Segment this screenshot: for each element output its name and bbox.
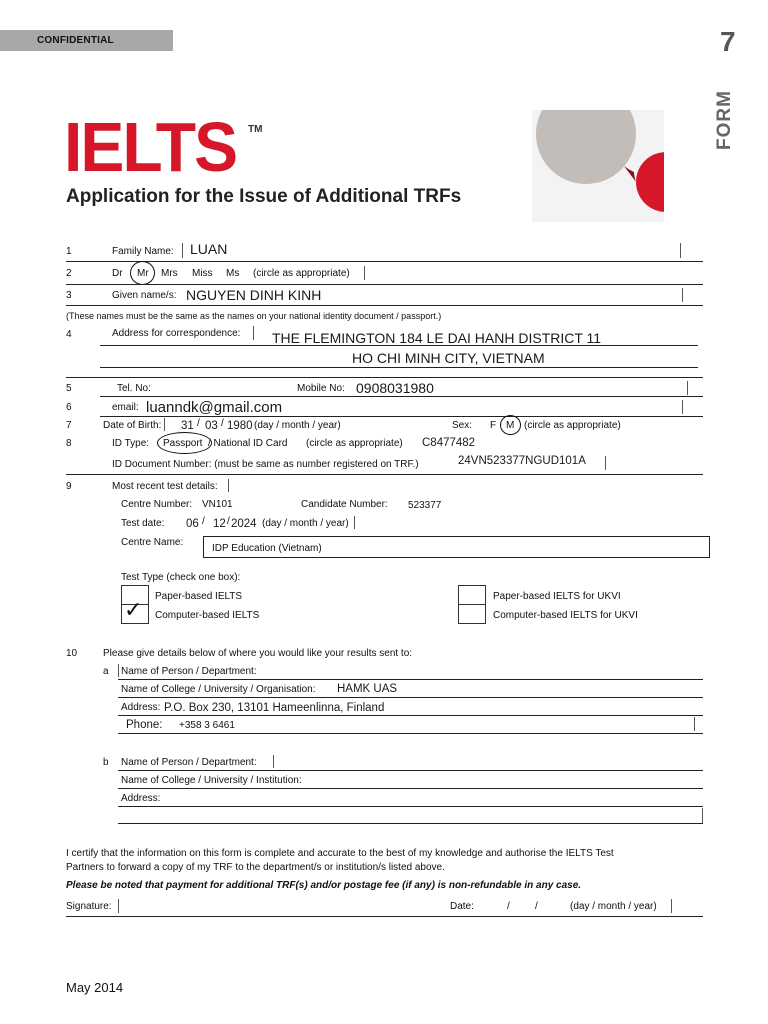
id-document-value[interactable]: 24VN523377NGUD101A xyxy=(458,455,586,467)
date-slash-1: / xyxy=(507,901,510,912)
id-type-national[interactable]: / National ID Card xyxy=(208,438,288,449)
test-date-format: (day / month / year) xyxy=(262,518,349,529)
recent-test-label: Most recent test details: xyxy=(112,481,218,492)
certify-line-1: I certify that the information on this form is complete and accurate to the best of my knowledge and authorise the IELTS Test xyxy=(66,848,614,859)
a-college-label: Name of College / University / Organisation: xyxy=(121,684,316,695)
row-number-10: 10 xyxy=(66,648,78,659)
footer-date: May 2014 xyxy=(66,980,124,995)
sex-male[interactable]: M xyxy=(506,420,515,431)
dob-year[interactable]: 1980 xyxy=(227,420,253,432)
family-name-label: Family Name: xyxy=(112,246,174,257)
mobile-label: Mobile No: xyxy=(297,383,345,394)
test-type-computer-ukvi: Computer-based IELTS for UKVI xyxy=(493,610,638,621)
form-label: FORM xyxy=(714,90,735,150)
b-college-label: Name of College / University / Institution: xyxy=(121,775,302,786)
test-month[interactable]: 12 xyxy=(213,518,226,530)
centre-name-label: Centre Name: xyxy=(121,537,184,548)
id-document-label: ID Document Number: (must be same as number registered on TRF.) xyxy=(112,459,419,470)
checkbox-computer-ukvi[interactable] xyxy=(458,604,486,624)
id-type-passport[interactable]: Passport xyxy=(163,438,203,449)
signature-label: Signature: xyxy=(66,901,112,912)
address-line-1[interactable]: THE FLEMINGTON 184 LE DAI HANH DISTRICT 11 xyxy=(272,330,602,346)
title-mrs[interactable]: Mrs xyxy=(161,268,178,279)
trademark-mark: TM xyxy=(248,124,263,135)
b-person-label: Name of Person / Department: xyxy=(121,757,257,768)
title-mr[interactable]: Mr xyxy=(137,268,149,279)
test-type-paper: Paper-based IELTS xyxy=(155,591,243,602)
test-date-label: Test date: xyxy=(121,518,165,529)
email-label: email: xyxy=(112,402,139,413)
given-names-label: Given name/s: xyxy=(112,290,177,301)
names-note: (These names must be the same as the names on your national identity document / passport.) xyxy=(66,311,442,321)
title-miss[interactable]: Miss xyxy=(192,268,213,279)
row-number-2: 2 xyxy=(66,268,72,279)
id-number-handwritten[interactable]: C8477482 xyxy=(422,437,476,449)
centre-name-value: IDP Education (Vietnam) xyxy=(212,543,322,554)
a-person-label: Name of Person / Department: xyxy=(121,666,257,677)
family-name-value[interactable]: LUAN xyxy=(190,241,228,257)
dob-format: (day / month / year) xyxy=(254,420,341,431)
row-number-1: 1 xyxy=(66,246,72,257)
sex-female[interactable]: F xyxy=(490,420,497,431)
test-type-computer: Computer-based IELTS xyxy=(155,610,260,621)
payment-note: Please be noted that payment for additional TRF(s) and/or postage fee (if any) is non-refundable in any case. xyxy=(66,880,582,891)
dob-label: Date of Birth: xyxy=(103,420,162,431)
sex-selection-circle xyxy=(500,415,521,435)
test-type-paper-ukvi: Paper-based IELTS for UKVI xyxy=(493,591,621,602)
title-note: (circle as appropriate) xyxy=(253,268,350,279)
checkbox-paper-ukvi[interactable] xyxy=(458,585,486,605)
row-number-6: 6 xyxy=(66,402,72,413)
dob-day[interactable]: 31 xyxy=(181,420,194,432)
centre-number-label: Centre Number: xyxy=(121,499,193,510)
given-names-value[interactable]: NGUYEN DINH KINH xyxy=(186,287,322,303)
sex-label: Sex: xyxy=(452,420,473,431)
candidate-number-label: Candidate Number: xyxy=(301,499,388,510)
address-line-2[interactable]: HO CHI MINH CITY, VIETNAM xyxy=(352,350,545,366)
row-number-8: 8 xyxy=(66,438,72,449)
confidential-label: CONFIDENTIAL xyxy=(37,35,114,46)
tel-label: Tel. No: xyxy=(117,383,151,394)
test-year[interactable]: 2024 xyxy=(231,518,257,530)
id-type-selection-circle xyxy=(157,432,212,454)
title-selection-circle xyxy=(130,261,155,285)
address-label: Address for correspondence: xyxy=(112,328,241,339)
form-number: 7 xyxy=(720,26,736,57)
id-type-note: (circle as appropriate) xyxy=(306,438,403,449)
title-ms[interactable]: Ms xyxy=(226,268,240,279)
results-label: Please give details below of where you would like your results sent to: xyxy=(103,648,413,659)
date-label: Date: xyxy=(450,901,474,912)
dob-month[interactable]: 03 xyxy=(205,420,218,432)
candidate-number-value[interactable]: 523377 xyxy=(408,500,442,511)
centre-number-value[interactable]: VN101 xyxy=(202,499,233,510)
mobile-value[interactable]: 0908031980 xyxy=(356,380,434,396)
form-title: Application for the Issue of Additional TRFs xyxy=(66,186,462,207)
title-dr[interactable]: Dr xyxy=(112,268,123,279)
certify-line-2: Partners to forward a copy of my TRF to the department/s or institution/s listed above. xyxy=(66,862,445,873)
confidential-banner xyxy=(0,30,173,51)
a-college-value[interactable]: HAMK UAS xyxy=(337,683,398,695)
b-address-label: Address: xyxy=(121,793,161,804)
test-type-label: Test Type (check one box): xyxy=(121,572,241,583)
id-type-label: ID Type: xyxy=(112,438,150,449)
a-phone-label: Phone: xyxy=(126,719,163,731)
a-phone-value[interactable]: +358 3 6461 xyxy=(179,720,235,731)
section-b-label: b xyxy=(103,757,109,768)
row-number-5: 5 xyxy=(66,383,72,394)
email-value[interactable]: luanndk@gmail.com xyxy=(146,399,283,416)
date-slash-2: / xyxy=(535,901,538,912)
row-number-4: 4 xyxy=(66,329,72,340)
decorative-circles xyxy=(532,110,664,222)
date-format: (day / month / year) xyxy=(570,901,657,912)
a-address-label: Address: xyxy=(121,702,161,713)
row-number-7: 7 xyxy=(66,420,72,431)
section-a-label: a xyxy=(103,666,109,677)
test-day[interactable]: 06 xyxy=(186,518,199,530)
sex-note: (circle as appropriate) xyxy=(524,420,621,431)
tick-icon: ✓ xyxy=(124,597,143,622)
row-number-3: 3 xyxy=(66,290,72,301)
row-number-9: 9 xyxy=(66,481,72,492)
ielts-logo: IELTS xyxy=(64,108,237,186)
a-address-value[interactable]: P.O. Box 230, 13101 Hameenlinna, Finland xyxy=(164,702,385,714)
